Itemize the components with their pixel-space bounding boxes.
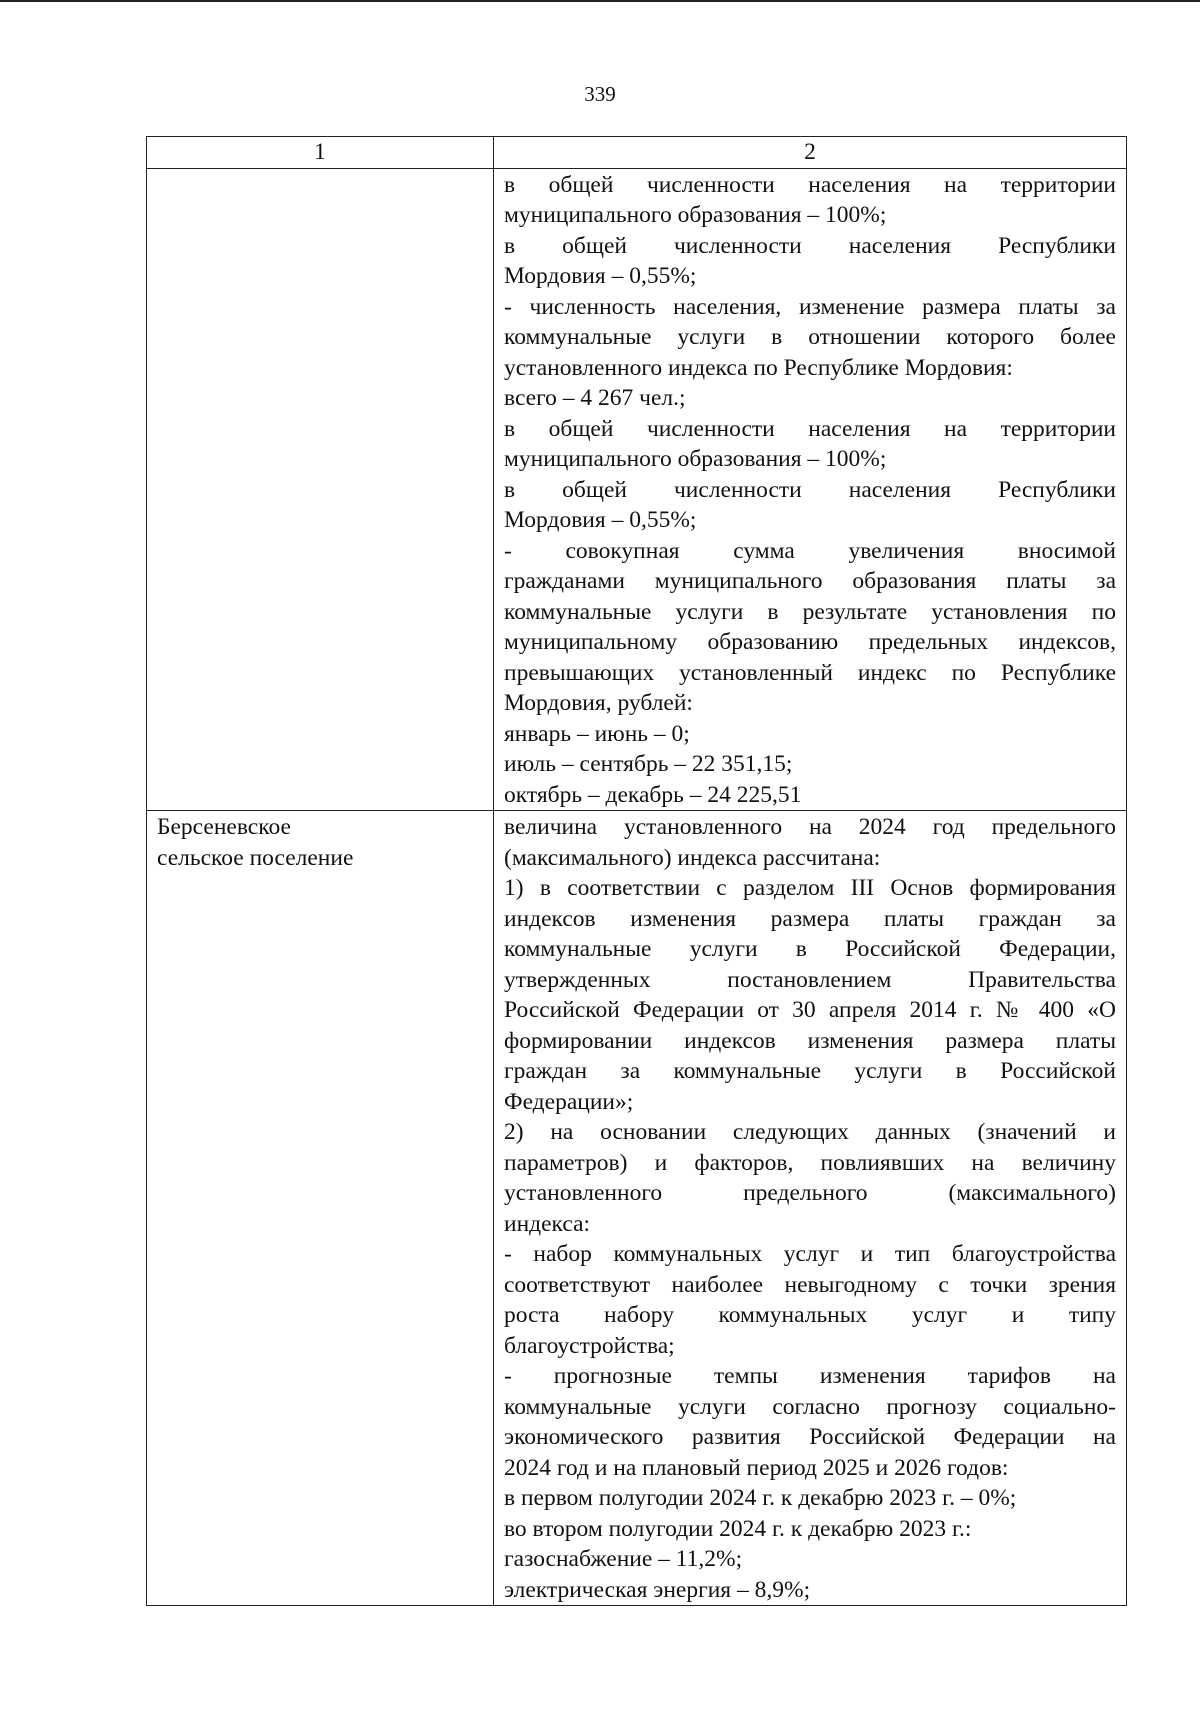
content-line: в первом полугодии 2024 г. к декабрю 2023 г. – 0%; xyxy=(504,1485,1017,1511)
content-line: всего – 4 267 чел.; xyxy=(504,385,686,411)
page-number: 339 xyxy=(584,82,616,106)
table-row xyxy=(147,811,1127,1606)
content-line: Федерации»; xyxy=(504,1088,634,1115)
content-line: граждан за коммунальные услуги в Российской xyxy=(504,1058,1116,1084)
table-header-row xyxy=(147,137,1127,169)
header-cell-2: 2 xyxy=(494,137,1127,169)
row-label-cell xyxy=(147,811,494,1606)
content-line: - совокупная сумма увеличения вносимой xyxy=(504,537,1116,564)
content-line: формировании индексов изменения размера платы xyxy=(504,1027,1116,1054)
content-line: Мордовия – 0,55%; xyxy=(504,507,697,533)
content-line: гражданами муниципального образования платы за xyxy=(504,568,1116,594)
content-line: коммунальные услуги в Российской Федерации, xyxy=(504,936,1116,962)
content-line: установленного предельного (максимального) xyxy=(504,1180,1116,1206)
content-line: в общей численности населения Республики xyxy=(504,476,1116,503)
document-table xyxy=(146,136,1127,1606)
content-line: во втором полугодии 2024 г. к декабрю 2023 г.: xyxy=(504,1515,972,1542)
content-line: муниципального образования – 100%; xyxy=(504,446,887,472)
content-line: установленного индекса по Республике Мордовия: xyxy=(504,354,1013,381)
content-line: (максимального) индекса рассчитана: xyxy=(504,844,881,871)
content-line: электрическая энергия – 8,9%; xyxy=(504,1576,811,1603)
content-line: благоустройства; xyxy=(504,1332,675,1359)
header-cell-1: 1 xyxy=(147,137,494,169)
content-line: величина установленного на 2024 год предельного xyxy=(504,814,1116,840)
content-line: 2024 год и на плановый период 2025 и 2026 годов: xyxy=(504,1454,1009,1481)
content-line: Мордовия, рублей: xyxy=(504,690,693,716)
row-content-cell xyxy=(494,168,1127,811)
content-line: коммунальные услуги в отношении которого более xyxy=(504,324,1116,350)
content-line: соответствуют наиболее невыгодному с точки зрения xyxy=(504,1271,1116,1298)
content-line: Российской Федерации от 30 апреля 2014 г. № 400 «О xyxy=(504,997,1116,1023)
content-line: коммунальные услуги согласно прогнозу социально- xyxy=(504,1393,1116,1420)
content-line: - численность населения, изменение размера платы за xyxy=(504,293,1116,320)
row-label-line: Берсеневское xyxy=(157,814,291,840)
row-label-cell xyxy=(147,168,494,811)
content-line: 2) на основании следующих данных (значений и xyxy=(504,1119,1116,1145)
content-line: роста набору коммунальных услуг и типу xyxy=(504,1302,1116,1328)
content-line: превышающих установленный индекс по Республике xyxy=(504,659,1116,686)
content-line: утвержденных постановлением Правительства xyxy=(504,966,1116,993)
table-row xyxy=(147,168,1127,811)
row-content-cell xyxy=(494,811,1127,1606)
content-line: индексов изменения размера платы граждан за xyxy=(504,905,1116,932)
content-line: январь – июнь – 0; xyxy=(504,720,690,747)
content-line: газоснабжение – 11,2%; xyxy=(504,1546,743,1572)
content-line: июль – сентябрь – 22 351,15; xyxy=(504,751,793,777)
content-line: 1) в соответствии с разделом III Основ формирования xyxy=(504,875,1116,901)
top-border-line xyxy=(0,0,1200,2)
content-line: октябрь – декабрь – 24 225,51 xyxy=(504,781,802,808)
content-line: в общей численности населения Республики xyxy=(504,232,1116,259)
content-line: параметров) и факторов, повлиявших на величину xyxy=(504,1149,1116,1176)
content-line: в общей численности населения на территории xyxy=(504,171,1116,198)
content-line: - прогнозные темпы изменения тарифов на xyxy=(504,1363,1116,1389)
content-line: экономического развития Российской Федерации на xyxy=(504,1424,1116,1450)
content-line: муниципального образования – 100%; xyxy=(504,202,887,228)
content-line: Мордовия – 0,55%; xyxy=(504,263,697,289)
row-label-line: сельское поселение xyxy=(157,844,354,871)
content-line: в общей численности населения на территории xyxy=(504,415,1116,442)
content-line: муниципальному образованию предельных индексов, xyxy=(504,629,1116,655)
content-line: индекса: xyxy=(504,1210,591,1237)
content-line: коммунальные услуги в результате установления по xyxy=(504,598,1116,625)
content-line: - набор коммунальных услуг и тип благоустройства xyxy=(504,1241,1116,1267)
